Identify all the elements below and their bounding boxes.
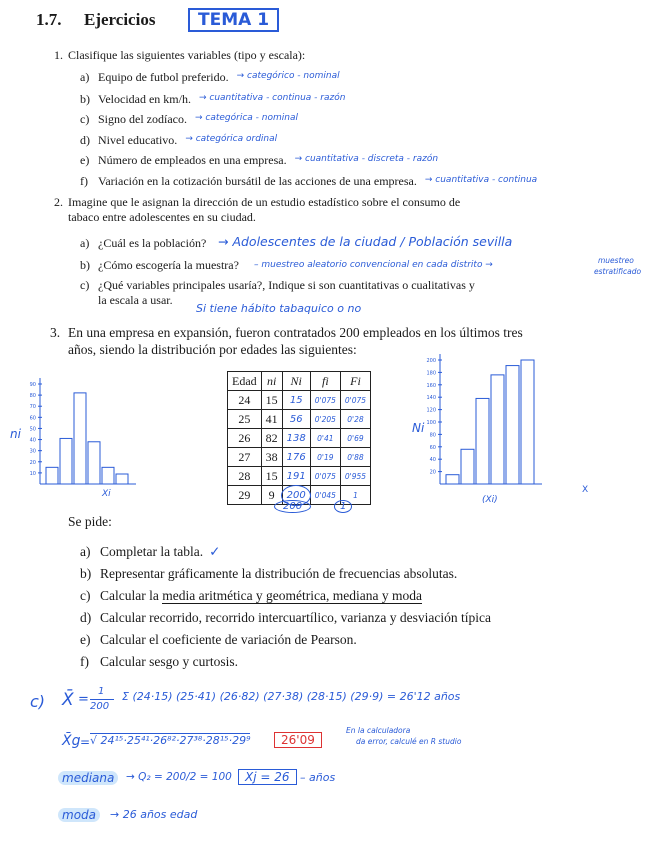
q1-item-text: Número de empleados en una empresa. [98, 153, 287, 167]
task-item [100, 610, 491, 626]
cell-edad: 24 [228, 391, 262, 410]
x-axis-end-label: X [582, 485, 589, 495]
mean-equals: = [78, 692, 89, 707]
table-row [228, 391, 371, 410]
cell-fi: 0'045 [310, 486, 340, 505]
cell-fi: 0'205 [310, 410, 340, 429]
geo-mean-symbol: X̄g [62, 733, 81, 749]
cell-fi: 0'075 [310, 467, 340, 486]
y-tick-label: 90 [29, 382, 36, 388]
q2-stem-1: Imagine que le asignan la dirección de un estudio estadístico sobre el consumo de [68, 195, 461, 209]
section-number: 1.7. [36, 10, 62, 29]
cell-ni: 15 [261, 467, 282, 486]
q1-item-answer: → cuantitativa - continua [424, 175, 538, 185]
geo-note-2: da error, calculé en R studio [356, 737, 462, 746]
cell-edad: 26 [228, 429, 262, 448]
ni-bar-chart [10, 372, 200, 502]
cell-Fi: 1 [340, 486, 370, 505]
sum-ni-circled: 200 [274, 500, 311, 513]
mean-expression: Σ (24·15) (25·41) (26·82) (27·38) (28·15) (29·9) = 26'12 años [122, 690, 461, 703]
task-text: Calcular el coeficiente de variación de Pearson. [100, 632, 357, 647]
y-tick-label: 60 [29, 415, 36, 422]
cell-Ni: 176 [282, 448, 310, 467]
bar [46, 467, 58, 484]
task-text: media aritmética y geométrica, mediana y moda [162, 588, 422, 603]
cell-ni: 15 [261, 391, 282, 410]
q3-number: 3. [50, 325, 61, 340]
q2c-text-2: la escala a usar. [98, 293, 173, 307]
cell-fi: 0'19 [310, 448, 340, 467]
cell-Ni: 200 [282, 486, 310, 505]
task-letter: b) [80, 566, 92, 581]
task-item [100, 544, 220, 560]
page-title: Ejercicios [84, 10, 156, 29]
x-axis-label: (Xi) [482, 495, 498, 505]
cell-Ni: 191 [282, 467, 310, 486]
tema-badge: TEMA 1 [188, 8, 279, 32]
y-tick-label: 120 [426, 407, 436, 414]
y-tick-label: 20 [29, 459, 36, 466]
cell-edad: 28 [228, 467, 262, 486]
q1-item-text: Variación en la cotización bursátil de las acciones de una empresa. [98, 174, 417, 188]
task-item [100, 632, 357, 648]
table-row [228, 467, 371, 486]
work-c-label: c) [30, 692, 46, 711]
q1-item-letter: a) [80, 70, 90, 84]
q1-item-letter: c) [80, 112, 90, 126]
task-item [100, 566, 457, 582]
q2-number: 2. [54, 195, 63, 209]
q1-stem: Clasifique las siguientes variables (tipo y escala): [68, 48, 306, 62]
frequency-table [227, 371, 371, 505]
task-prefix: Calcular la [100, 588, 163, 603]
cell-Ni: 56 [282, 410, 310, 429]
y-tick-label: 80 [29, 393, 36, 400]
bar [506, 366, 519, 484]
q2c-answer: Si tiene hábito tabaquico o no [196, 302, 362, 315]
y-tick-label: 40 [429, 457, 436, 464]
geo-note-1: En la calculadora [346, 726, 411, 735]
q1-item-text: Nivel educativo. [98, 133, 178, 147]
cell-Ni: 15 [282, 391, 310, 410]
cell-ni: 82 [261, 429, 282, 448]
sum-fi-circled: 1 [334, 500, 352, 513]
bar [102, 467, 114, 484]
header-ni: ni [261, 372, 282, 391]
task-text: Calcular recorrido, recorrido intercuartílico, varianza y desviación típica [100, 610, 491, 625]
geo-mean-equals: = [80, 735, 91, 749]
cell-edad: 29 [228, 486, 262, 505]
q2-stem-2: tabaco entre adolescentes en su ciudad. [68, 210, 256, 224]
median-result: Xj = 26 [238, 769, 297, 785]
geo-mean-expression: √ 24¹⁵·25⁴¹·26⁸²·27³⁸·28¹⁵·29⁹ [90, 734, 251, 747]
q2a-text: ¿Cuál es la población? [98, 236, 207, 250]
y-tick-label: 60 [429, 444, 436, 451]
y-tick-label: 40 [29, 437, 36, 444]
cell-Fi: 0'69 [340, 429, 370, 448]
q2c-letter: c) [80, 278, 90, 292]
q2a-letter: a) [80, 236, 90, 250]
q1-item-letter: f) [80, 174, 88, 188]
mean-frac-num: 1 [98, 686, 105, 697]
q1-number: 1. [54, 48, 63, 62]
q2c-text-1: ¿Qué variables principales usaría?, Indique si son cuantitativas o cualitativas y [98, 278, 475, 292]
q1-item-answer: → categórica ordinal [185, 134, 278, 144]
mode-expression: → 26 años edad [110, 808, 198, 821]
task-item [100, 654, 238, 670]
cell-edad: 25 [228, 410, 262, 429]
header-Ni: Ni [282, 372, 310, 391]
cell-Fi: 0'28 [340, 410, 370, 429]
table-row [228, 429, 371, 448]
bar [476, 398, 489, 484]
q3-stem-1: En una empresa en expansión, fueron contratados 200 empleados en los últimos tres [68, 325, 523, 340]
mean-symbol: X̄ [62, 690, 74, 710]
task-text: Calcular sesgo y curtosis. [100, 654, 238, 669]
Ni-bar-chart [410, 352, 600, 510]
task-letter: a) [80, 544, 91, 559]
q1-item-answer: → categórico - nominal [236, 71, 340, 81]
cell-ni: 9 [261, 486, 282, 505]
x-axis-label: Xi [102, 489, 111, 499]
q2b-side-1: muestreo [598, 256, 634, 265]
mean-frac-line [90, 699, 114, 700]
q1-item-answer: → cuantitativa - discreta - razón [294, 154, 439, 164]
y-tick-label: 140 [426, 395, 436, 402]
bar [491, 375, 504, 484]
y-tick-label: 200 [426, 358, 436, 364]
task-letter: e) [80, 632, 91, 647]
cell-fi: 0'075 [310, 391, 340, 410]
q2b-side-2: estratificado [594, 267, 642, 276]
q1-item-letter: e) [80, 153, 90, 167]
table-header-row [228, 372, 371, 391]
y-tick-label: 100 [426, 420, 436, 426]
table-row [228, 448, 371, 467]
y-tick-label: 30 [29, 448, 36, 455]
bar [60, 438, 72, 484]
cell-ni: 38 [261, 448, 282, 467]
y-tick-label: 80 [429, 432, 436, 439]
y-axis-label: ni [10, 427, 21, 441]
y-axis-label: Ni [412, 421, 425, 435]
q1-item-text: Velocidad en km/h. [98, 92, 191, 106]
y-tick-label: 20 [429, 469, 436, 476]
y-tick-label: 10 [29, 470, 36, 477]
bar [461, 449, 474, 484]
q2a-answer: → Adolescentes de la ciudad / Población sevilla [218, 234, 513, 249]
q2b-answer: – muestreo aleatorio convencional en cada distrito → [254, 260, 493, 270]
bar [88, 442, 100, 484]
mode-label: moda [58, 808, 100, 822]
q1-item-answer: → cuantitativa - continua - razón [198, 93, 346, 103]
task-text: Completar la tabla. [100, 544, 204, 559]
q1-item-letter: d) [80, 133, 90, 147]
y-tick-label: 160 [426, 382, 436, 389]
y-tick-label: 180 [426, 370, 436, 377]
q2b-letter: b) [80, 258, 90, 272]
median-label: mediana [58, 771, 118, 785]
q1-item-answer: → categórica - nominal [194, 113, 298, 123]
bar [446, 475, 459, 484]
task-item [100, 588, 422, 604]
task-letter: f) [80, 654, 89, 669]
cell-Ni: 138 [282, 429, 310, 448]
task-text: Representar gráficamente la distribución de frecuencias absolutas. [100, 566, 458, 581]
y-tick-label: 70 [29, 404, 36, 411]
mean-frac-den: 200 [90, 701, 110, 712]
geo-mean-result: 26'09 [274, 732, 322, 748]
cell-fi: 0'41 [310, 429, 340, 448]
cell-Fi: 0'075 [340, 391, 370, 410]
se-pide: Se pide: [68, 514, 112, 529]
cell-ni: 41 [261, 410, 282, 429]
cell-Fi: 0'88 [340, 448, 370, 467]
q2b-text: ¿Cómo escogería la muestra? [98, 258, 239, 272]
header-fi: fi [310, 372, 340, 391]
task-letter: d) [80, 610, 92, 625]
check-mark-icon: ✓ [209, 544, 221, 560]
bar [74, 393, 86, 484]
bar [521, 360, 534, 484]
median-expression: → Q₂ = 200/2 = 100 [126, 771, 232, 783]
y-tick-label: 50 [29, 426, 36, 433]
cell-edad: 27 [228, 448, 262, 467]
q1-item-text: Equipo de futbol preferido. [98, 70, 229, 84]
header-Fi: Fi [340, 372, 370, 391]
median-unit: – años [300, 771, 336, 784]
q1-item-text: Signo del zodíaco. [98, 112, 187, 126]
header-edad: Edad [228, 372, 262, 391]
table-row [228, 410, 371, 429]
q3-stem-2: años, siendo la distribución por edades las siguientes: [68, 342, 357, 357]
task-letter: c) [80, 588, 91, 603]
q1-item-letter: b) [80, 92, 90, 106]
cell-Fi: 0'955 [340, 467, 370, 486]
bar [116, 474, 128, 484]
